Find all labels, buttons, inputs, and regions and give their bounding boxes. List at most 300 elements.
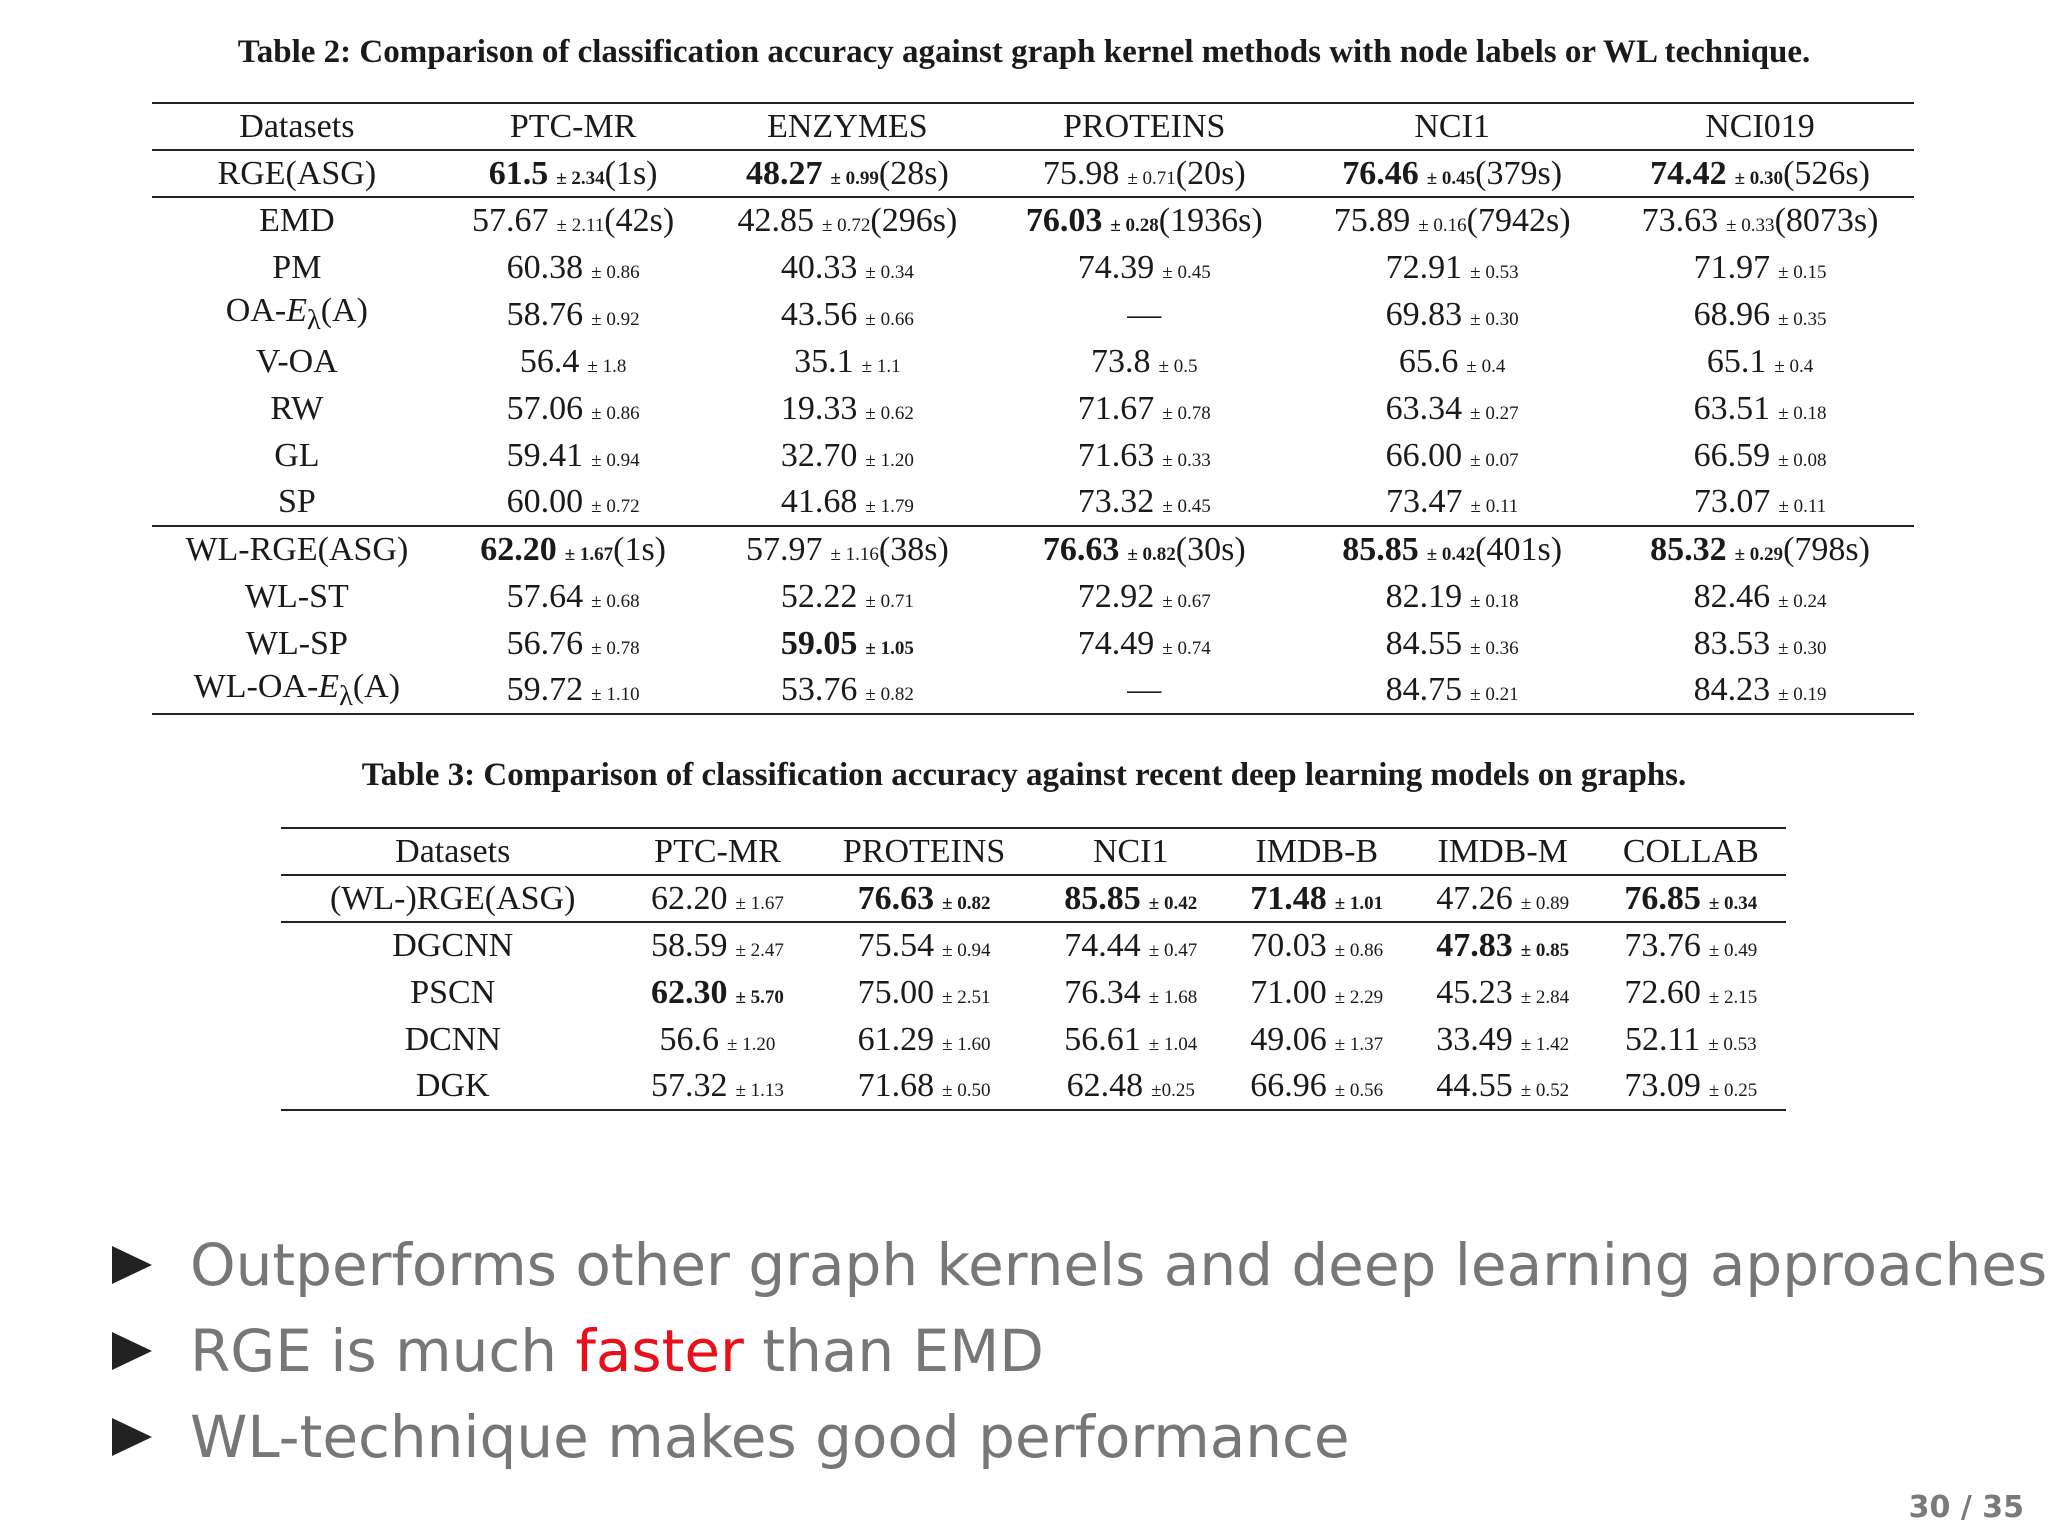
table-cell — [442, 432, 705, 479]
cell-value: 59.72 — [506, 671, 584, 708]
cell-value-group — [1707, 343, 1813, 380]
table3 — [281, 827, 1786, 1111]
row-label: DGK — [415, 1067, 490, 1104]
cell-std: ± 1.01 — [1334, 892, 1384, 914]
cell-value: 45.23 — [1436, 973, 1513, 1011]
cell-std: ± 0.16 — [1418, 215, 1467, 236]
cell-value: 42.85 — [737, 202, 814, 239]
cell-time: (42s) — [604, 202, 675, 239]
table-cell — [1298, 385, 1606, 432]
table-cell — [624, 1063, 810, 1110]
cell-std: ± 1.10 — [591, 684, 640, 705]
cell-value-group — [1386, 296, 1519, 333]
column-header: NCI019 — [1606, 103, 1914, 150]
cell-value-group — [1043, 155, 1176, 192]
table-row — [152, 385, 1914, 432]
row-label: PSCN — [410, 973, 496, 1011]
bullet-text: RGE is much faster than EMD — [190, 1317, 1044, 1385]
cell-value-group — [651, 880, 784, 917]
table-cell — [1298, 479, 1606, 526]
cell-value: 35.1 — [794, 342, 854, 380]
cell-value: 75.89 — [1333, 202, 1411, 239]
cell-std: ± 0.08 — [1778, 449, 1827, 471]
cell-value: 73.8 — [1091, 342, 1151, 380]
table-cell — [1298, 667, 1606, 714]
table-cell — [990, 667, 1298, 714]
cell-std: ± 0.30 — [1470, 308, 1519, 330]
cell-time: (1s) — [613, 531, 667, 568]
page-number: 30 / 35 — [1908, 1490, 2024, 1525]
cell-value: 57.06 — [506, 389, 584, 427]
table-row — [281, 1063, 1786, 1110]
cell-value: 66.96 — [1250, 1067, 1327, 1104]
cell-std: ± 0.72 — [821, 215, 871, 236]
triangle-bullet-icon — [112, 1418, 152, 1456]
cell-value: 47.26 — [1436, 879, 1513, 917]
table-cell — [1038, 1016, 1224, 1063]
table-row — [281, 969, 1786, 1016]
table-cell — [1038, 1063, 1224, 1110]
cell-value: 52.22 — [780, 577, 858, 615]
cell-value: 72.91 — [1385, 248, 1463, 286]
cell-std: ± 2.47 — [735, 940, 784, 961]
cell-value: 63.51 — [1693, 389, 1771, 427]
cell-value: 72.60 — [1624, 973, 1701, 1011]
table-cell — [810, 922, 1037, 969]
row-label: V-OA — [255, 342, 338, 380]
cell-std: ± 0.4 — [1774, 355, 1814, 377]
column-header: PTC-MR — [624, 828, 810, 875]
cell-value-group — [1078, 249, 1211, 286]
table-row — [152, 573, 1914, 620]
cell-time: (379s) — [1475, 154, 1563, 192]
cell-value: 58.76 — [506, 295, 584, 333]
table-cell — [442, 244, 705, 291]
cell-std: ± 2.34 — [556, 167, 605, 189]
cell-value-group — [1436, 1021, 1569, 1058]
cell-std: ± 1.20 — [865, 449, 914, 471]
cell-value-group — [1386, 625, 1519, 662]
cell-value-group — [781, 296, 914, 333]
cell-value: 19.33 — [780, 389, 858, 427]
cell-value-group — [1386, 437, 1519, 474]
cell-value: 85.85 — [1064, 879, 1141, 917]
cell-value: 66.00 — [1385, 436, 1463, 474]
cell-value-group — [1250, 880, 1383, 917]
cell-value: 57.64 — [506, 577, 584, 615]
cell-value-group — [1064, 974, 1197, 1011]
cell-value-group — [507, 390, 640, 427]
bullet-text: Outperforms other graph kernels and deep learning approaches — [190, 1231, 2048, 1299]
table-cell — [810, 1016, 1037, 1063]
cell-value-group — [489, 155, 605, 192]
cell-value: 82.19 — [1385, 577, 1463, 615]
table-cell — [1606, 667, 1914, 714]
table-cell — [1224, 922, 1410, 969]
table-cell — [705, 385, 991, 432]
cell-std: ± 0.4 — [1466, 355, 1506, 377]
cell-std: ± 0.74 — [1162, 637, 1211, 659]
cell-value: 65.6 — [1398, 342, 1459, 380]
cell-value-group — [858, 974, 991, 1011]
cell-value-group — [1694, 671, 1827, 708]
cell-value-group — [480, 531, 613, 568]
cell-value-group — [1386, 249, 1519, 286]
table-cell — [990, 244, 1298, 291]
cell-std: ± 0.50 — [942, 1080, 991, 1101]
table-cell — [1298, 338, 1606, 385]
triangle-bullet-icon — [112, 1246, 152, 1284]
cell-value-group — [1650, 531, 1783, 568]
table-cell — [1606, 150, 1914, 197]
cell-value: 32.70 — [780, 436, 858, 474]
cell-value-group — [1078, 483, 1211, 520]
cell-std: ± 0.56 — [1334, 1080, 1384, 1101]
table-cell — [990, 385, 1298, 432]
cell-std: ± 0.11 — [1778, 496, 1827, 517]
cell-value: 76.85 — [1624, 879, 1701, 917]
table-row — [152, 526, 1914, 573]
cell-std: ± 0.49 — [1708, 940, 1758, 961]
cell-value-group — [1694, 483, 1826, 520]
cell-value: 60.00 — [506, 483, 584, 520]
table-cell — [624, 922, 810, 969]
table-cell — [624, 875, 810, 922]
cell-value: 56.4 — [519, 342, 580, 380]
cell-value-group — [746, 531, 879, 568]
row-label: RGE(ASG) — [152, 150, 442, 197]
cell-std: ± 1.79 — [865, 496, 914, 517]
table-cell — [705, 197, 991, 244]
column-header: PROTEINS — [810, 828, 1037, 875]
row-label-italic: E — [286, 292, 307, 330]
cell-value: 75.54 — [857, 927, 935, 964]
cell-std: ± 0.92 — [591, 308, 640, 330]
table-cell — [1606, 432, 1914, 479]
table-cell — [1596, 1063, 1786, 1110]
cell-value-group — [781, 390, 914, 427]
table-cell — [1410, 969, 1596, 1016]
cell-time: (38s) — [878, 531, 949, 568]
cell-value-group — [1624, 880, 1757, 917]
table-row — [152, 479, 1914, 526]
table-cell — [1410, 1016, 1596, 1063]
cell-value-group — [1078, 390, 1211, 427]
cell-value-group — [651, 1067, 784, 1104]
table-cell — [1410, 922, 1596, 969]
cell-std: ± 0.33 — [1162, 449, 1211, 471]
cell-value: 41.68 — [780, 483, 858, 520]
table-cell — [1224, 1016, 1410, 1063]
cell-std: ± 0.45 — [1162, 496, 1211, 517]
table-cell — [1298, 291, 1606, 338]
row-label-prefix: WL-OA- — [193, 667, 319, 705]
cell-std: ± 0.94 — [591, 449, 640, 471]
cell-value: 74.39 — [1077, 248, 1155, 286]
table-cell — [442, 667, 705, 714]
table-cell — [442, 338, 705, 385]
cell-value: 71.00 — [1250, 973, 1327, 1011]
table-cell — [1606, 479, 1914, 526]
table2-caption: Table 2: Comparison of classification accuracy against graph kernel methods with node labels or WL technique. — [237, 34, 1811, 70]
cell-std: ± 0.72 — [591, 496, 640, 517]
cell-std: ± 0.78 — [1162, 402, 1211, 424]
table-row — [152, 338, 1914, 385]
cell-std: ± 1.60 — [942, 1033, 991, 1055]
table-cell — [705, 291, 991, 338]
cell-std: ± 0.21 — [1470, 684, 1519, 705]
row-label-suffix: (A) — [352, 667, 401, 705]
table-row — [152, 244, 1914, 291]
cell-value: 73.76 — [1624, 927, 1701, 964]
header-row — [152, 103, 1914, 150]
row-label: WL-SP — [245, 624, 348, 662]
cell-value-group — [1078, 578, 1211, 615]
cell-value: 62.48 — [1066, 1067, 1144, 1104]
cell-std: ± 0.62 — [865, 402, 914, 424]
column-header: IMDB-B — [1224, 828, 1410, 875]
cell-value-group — [1250, 1021, 1383, 1058]
cell-value: 52.11 — [1625, 1020, 1701, 1058]
table-cell — [624, 1016, 810, 1063]
cell-value-group — [1064, 927, 1197, 964]
cell-value-group — [1386, 578, 1519, 615]
table-cell — [990, 432, 1298, 479]
cell-value: 62.20 — [480, 531, 557, 568]
cell-std: ± 0.82 — [1127, 544, 1176, 565]
cell-value-group — [737, 202, 870, 239]
cell-value-group — [1250, 974, 1383, 1011]
cell-value-group — [507, 625, 640, 662]
table-cell — [1298, 573, 1606, 620]
cell-value: 57.67 — [472, 202, 549, 239]
cell-value: 69.83 — [1385, 295, 1463, 333]
cell-value: 85.32 — [1650, 531, 1727, 568]
cell-value: 76.34 — [1064, 973, 1141, 1011]
table-cell — [705, 667, 991, 714]
cell-std: ± 0.18 — [1470, 590, 1519, 612]
cell-std: ± 0.85 — [1520, 940, 1570, 961]
cell-value: 74.44 — [1064, 927, 1141, 964]
cell-std: ± 0.89 — [1520, 892, 1570, 914]
cell-std: ± 0.45 — [1162, 261, 1211, 283]
cell-std: ± 0.42 — [1148, 892, 1198, 914]
table-cell — [990, 479, 1298, 526]
cell-value-group — [858, 1067, 991, 1104]
cell-std: ± 0.82 — [865, 684, 914, 705]
row-label-subscript: λ — [306, 304, 321, 336]
cell-value: 61.5 — [488, 154, 549, 192]
cell-value: 71.67 — [1077, 389, 1155, 427]
column-header: Datasets — [281, 828, 624, 875]
cell-value-group — [1436, 974, 1569, 1011]
cell-time: (526s) — [1783, 154, 1870, 192]
cell-value-group — [1694, 249, 1827, 286]
cell-value: 60.38 — [506, 248, 584, 286]
cell-std: ± 0.53 — [1708, 1033, 1757, 1055]
bullet-list — [112, 1222, 2047, 1480]
row-label: DGCNN — [392, 927, 514, 964]
cell-value: — — [1127, 671, 1162, 708]
table-cell — [990, 526, 1298, 573]
table-cell — [1410, 1063, 1596, 1110]
row-label — [152, 291, 442, 338]
triangle-bullet-icon — [112, 1332, 152, 1370]
table-cell — [442, 526, 705, 573]
table-cell — [442, 479, 705, 526]
cell-std: ± 2.15 — [1708, 986, 1758, 1008]
table-cell — [1038, 875, 1224, 922]
cell-std: ± 0.45 — [1426, 167, 1476, 189]
cell-value: 73.63 — [1641, 202, 1719, 239]
table-cell — [990, 338, 1298, 385]
table-cell — [1606, 197, 1914, 244]
table-cell — [990, 573, 1298, 620]
cell-value-group — [1127, 296, 1161, 333]
cell-std: ± 1.1 — [861, 355, 901, 377]
cell-value-group — [659, 1021, 775, 1058]
cell-std: ±0.25 — [1151, 1080, 1195, 1101]
table-cell — [705, 338, 991, 385]
cell-std: ± 0.36 — [1470, 637, 1519, 659]
row-label: WL-ST — [244, 577, 349, 615]
cell-value: 49.06 — [1250, 1020, 1327, 1058]
cell-value-group — [1650, 155, 1783, 192]
cell-std: ± 1.68 — [1148, 986, 1198, 1008]
table-cell — [1596, 922, 1786, 969]
cell-value: 59.05 — [780, 624, 858, 662]
row-label: WL-RGE(ASG) — [185, 531, 409, 568]
cell-value-group — [507, 483, 640, 520]
column-header: PTC-MR — [442, 103, 705, 150]
cell-value: 72.92 — [1077, 577, 1155, 615]
cell-value-group — [507, 671, 640, 708]
cell-value-group — [1386, 671, 1519, 708]
table-cell — [1606, 573, 1914, 620]
table-cell — [705, 244, 991, 291]
table-cell — [1606, 385, 1914, 432]
cell-value-group — [1399, 343, 1505, 380]
row-label-suffix: (A) — [320, 292, 368, 330]
cell-value-group — [1386, 390, 1519, 427]
cell-value: 56.76 — [506, 624, 584, 662]
cell-value-group — [781, 671, 914, 708]
cell-std: ± 0.35 — [1778, 308, 1827, 330]
cell-value: 84.23 — [1693, 671, 1771, 708]
cell-value: 40.33 — [780, 248, 858, 286]
table2 — [152, 102, 1914, 715]
cell-value-group — [781, 578, 914, 615]
cell-time: (30s) — [1175, 531, 1246, 568]
cell-value-group — [781, 437, 914, 474]
cell-time: (28s) — [878, 154, 949, 192]
table-row — [281, 875, 1786, 922]
cell-std: ± 1.13 — [735, 1080, 784, 1101]
table-cell — [1606, 526, 1914, 573]
cell-value: 48.27 — [745, 154, 823, 192]
cell-value: 66.59 — [1693, 436, 1771, 474]
cell-value: 68.96 — [1693, 295, 1771, 333]
cell-value: 56.6 — [659, 1020, 719, 1058]
header-row — [281, 828, 1786, 875]
cell-std: ± 0.52 — [1520, 1080, 1570, 1101]
cell-value-group — [1064, 880, 1197, 917]
cell-value-group — [1342, 531, 1475, 568]
table-cell — [1298, 197, 1606, 244]
cell-value-group — [1064, 1021, 1197, 1058]
cell-std: ± 0.47 — [1148, 940, 1198, 961]
cell-std: ± 0.25 — [1708, 1080, 1758, 1101]
table-cell — [1038, 969, 1224, 1016]
table-row — [152, 432, 1914, 479]
cell-value: 71.68 — [857, 1067, 935, 1104]
cell-value: 71.48 — [1250, 879, 1327, 917]
cell-value-group — [1694, 578, 1827, 615]
table-row — [152, 667, 1914, 714]
cell-std: ± 2.11 — [556, 215, 605, 236]
cell-value-group — [1386, 483, 1518, 520]
table-cell — [1298, 526, 1606, 573]
cell-std: ± 0.53 — [1470, 261, 1519, 283]
cell-value-group — [507, 578, 640, 615]
cell-std: ± 0.29 — [1734, 544, 1784, 565]
row-label: RW — [270, 389, 324, 427]
table-cell — [1298, 620, 1606, 667]
cell-value-group — [520, 343, 626, 380]
cell-value: 63.34 — [1385, 389, 1463, 427]
table-cell — [705, 432, 991, 479]
table-cell — [705, 573, 991, 620]
cell-value: 59.41 — [506, 436, 584, 474]
cell-std: ± 2.51 — [942, 986, 991, 1008]
cell-value-group — [507, 249, 640, 286]
cell-value: — — [1127, 295, 1162, 333]
table-cell — [1596, 1016, 1786, 1063]
cell-std: ± 0.82 — [942, 892, 991, 914]
cell-std: ± 0.71 — [1127, 167, 1176, 189]
cell-value: 82.46 — [1693, 577, 1771, 615]
cell-value-group — [1694, 437, 1827, 474]
cell-std: ± 0.30 — [1778, 637, 1827, 659]
cell-value: 73.32 — [1077, 483, 1155, 520]
table-cell — [442, 197, 705, 244]
cell-value-group — [507, 437, 640, 474]
cell-value: 75.00 — [857, 973, 935, 1011]
table-cell — [1410, 875, 1596, 922]
cell-std: ± 1.37 — [1334, 1033, 1384, 1055]
cell-value: 71.63 — [1077, 436, 1155, 474]
cell-value-group — [794, 343, 900, 380]
cell-std: ± 0.28 — [1110, 215, 1159, 236]
table-cell — [990, 291, 1298, 338]
table-cell — [705, 479, 991, 526]
cell-value-group — [1436, 880, 1569, 917]
cell-std: ± 0.5 — [1158, 355, 1198, 377]
cell-value: 58.59 — [650, 927, 728, 964]
cell-value-group — [1091, 343, 1197, 380]
cell-std: ± 0.86 — [591, 261, 640, 283]
bullet-item — [112, 1308, 2047, 1394]
cell-value-group — [1694, 390, 1827, 427]
cell-value: 62.20 — [650, 879, 728, 917]
cell-std: ± 0.42 — [1426, 544, 1476, 565]
cell-std: ± 0.15 — [1778, 261, 1827, 283]
cell-std: ± 1.05 — [865, 637, 914, 659]
row-label-subscript: λ — [339, 680, 353, 712]
cell-value-group — [858, 1021, 991, 1058]
cell-value: 53.76 — [780, 671, 858, 708]
row-label: EMD — [259, 202, 335, 239]
